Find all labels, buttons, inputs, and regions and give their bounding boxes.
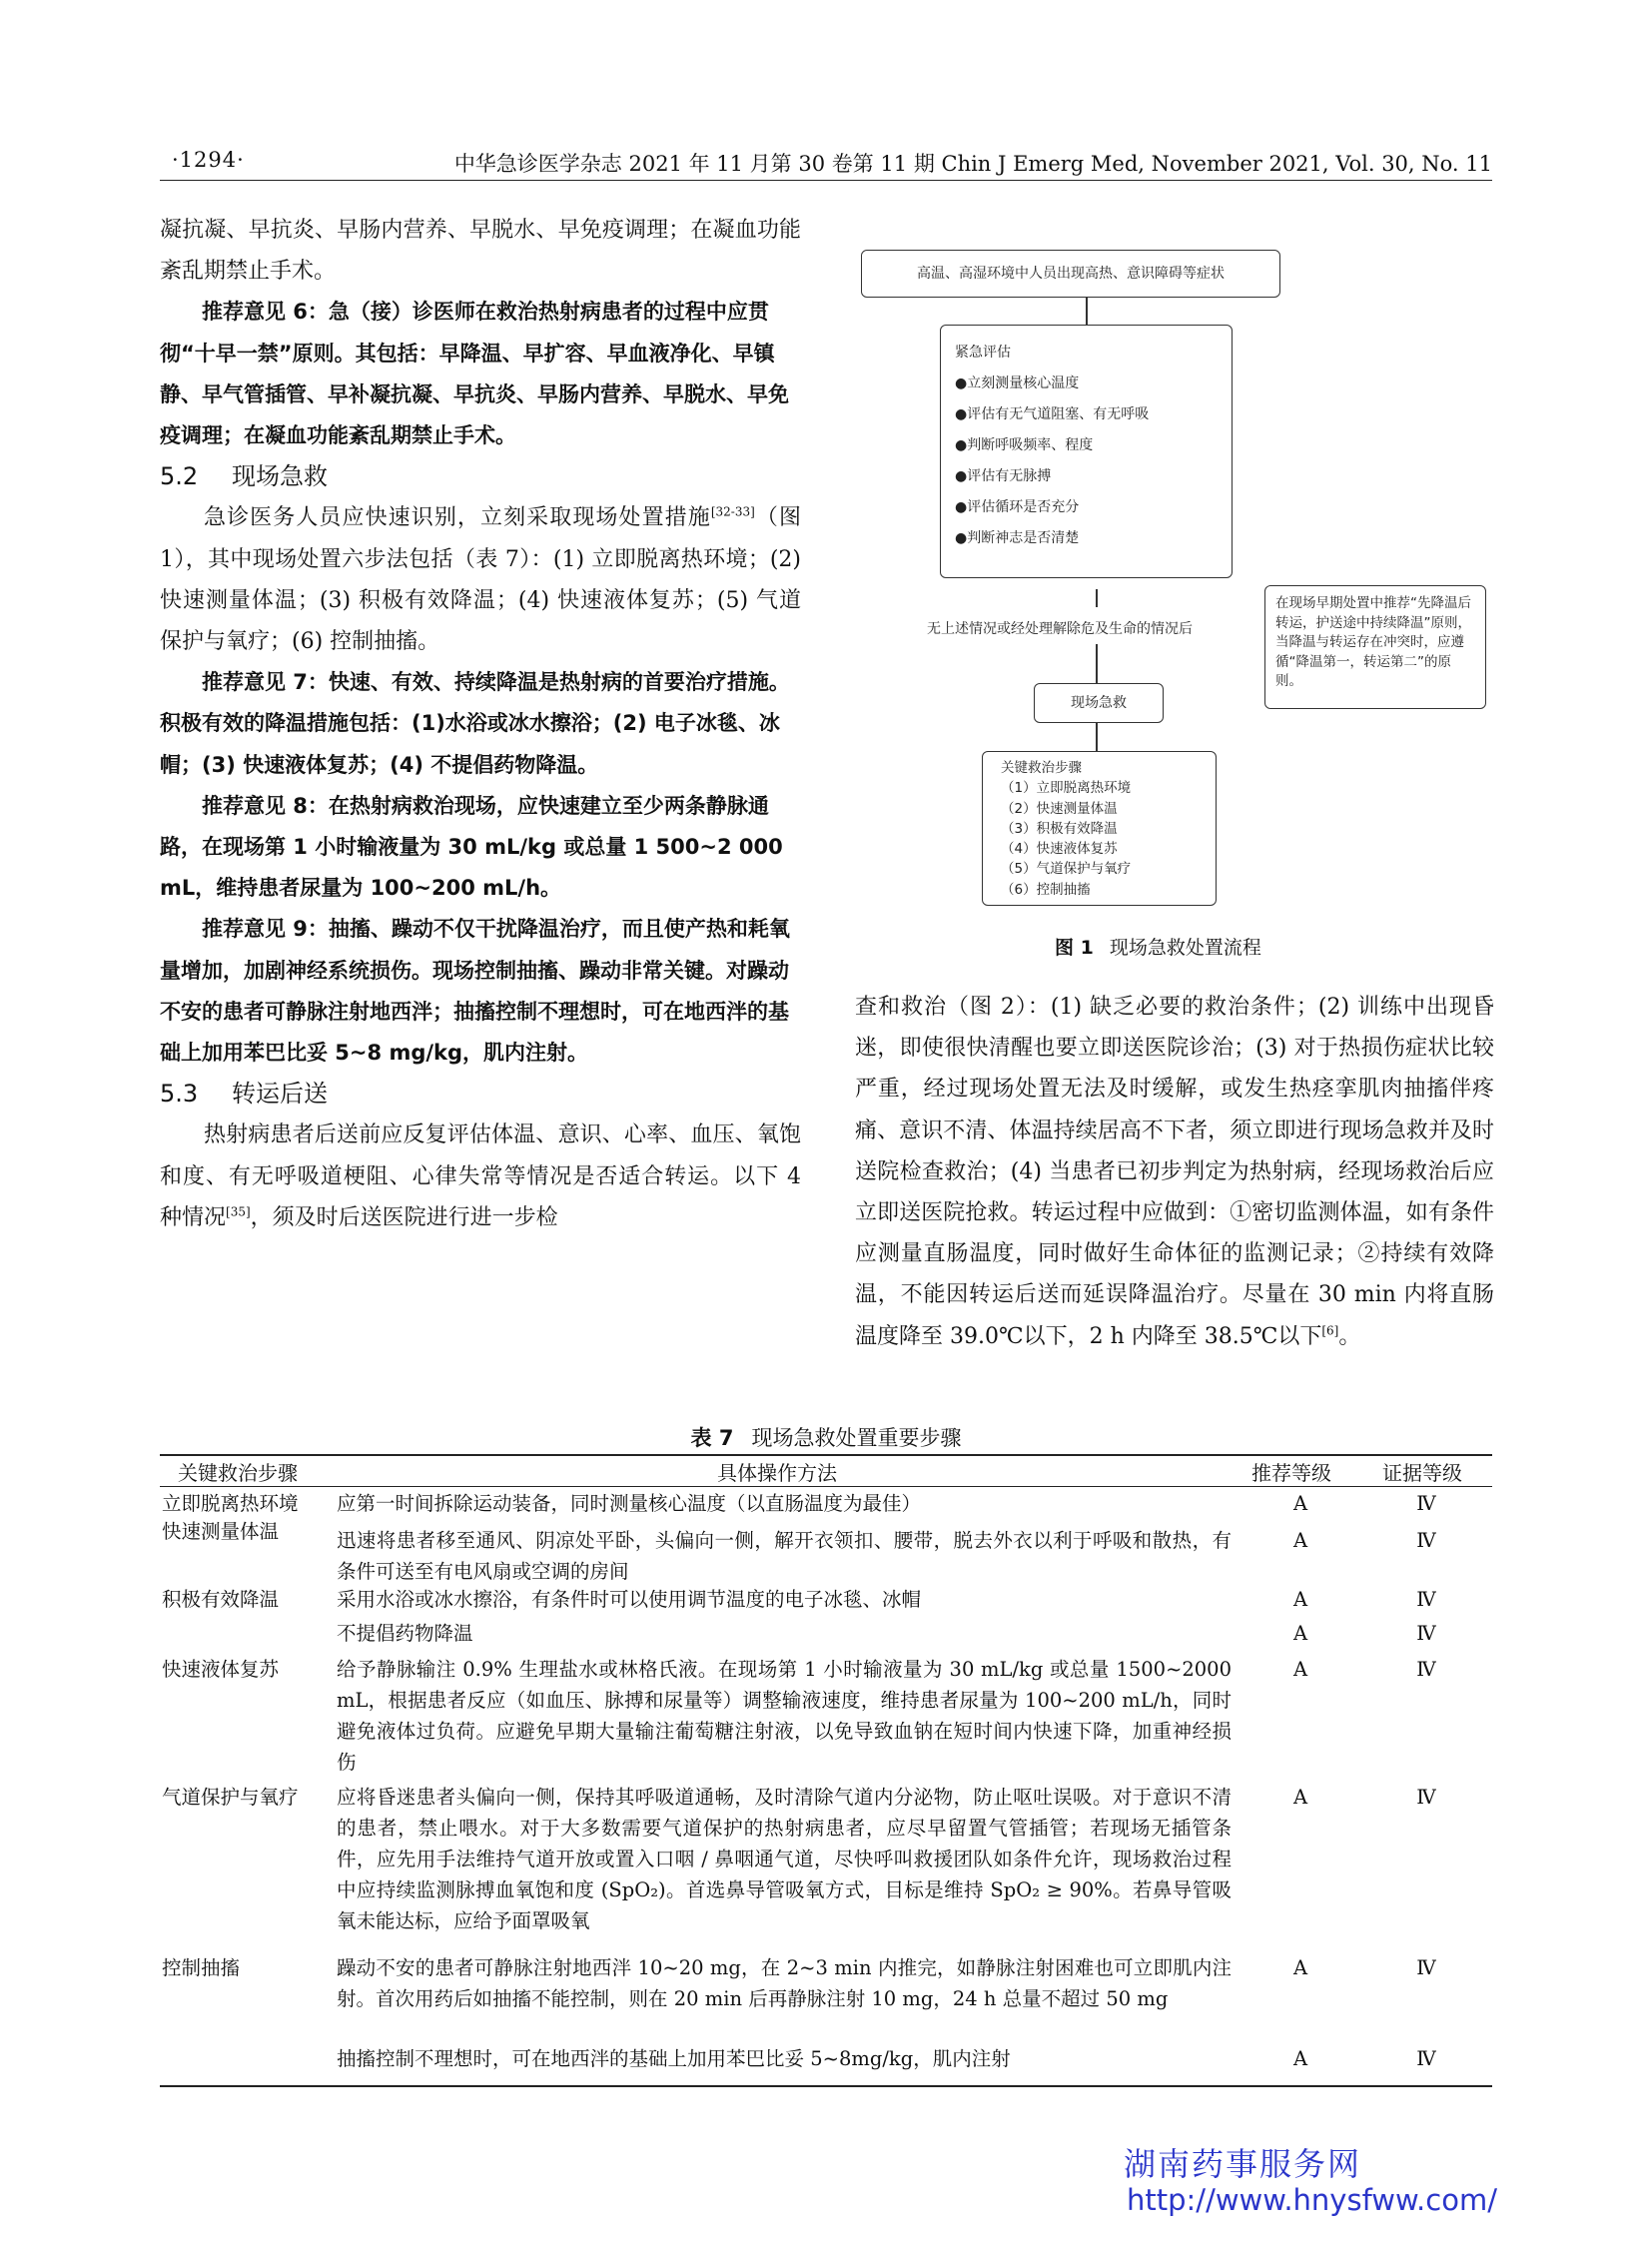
page-number: ·1294· [172,148,245,172]
paragraph-5-2 [160,497,801,662]
figure-title: 现场急救处置流程 [1109,937,1261,959]
assessment-title: 紧急评估 [955,345,1011,361]
table-header-rec: 推荐等级 [1251,1461,1331,1485]
recommendation-6: 推荐意见 6：急（接）诊医师在救治热射病患者的过程中应贯彻“十早一禁”原则。其包括：早降温、早扩容、早血液净化、早镇静、早气管插管、早补凝抗凝、早抗炎、早肠内营养、早脱水、早免疫调理；在凝血功能紊乱期禁止手术。 [160,300,789,448]
assessment-item: ●评估循环是否充分 [955,499,1080,515]
citation: [6] [1321,1323,1339,1338]
table-header-method: 具体操作方法 [717,1461,837,1485]
step-item: （4）快速液体复苏 [1001,841,1118,858]
table-cell-method: 不提倡药物降温 [337,1622,473,1645]
table-cell-evi: Ⅳ [1416,1622,1436,1645]
section-heading-5-2 [160,456,801,497]
table-cell-rec: A [1292,1786,1308,1809]
flowchart-connector [1096,589,1098,607]
text-run: 急诊医务人员应快速识别，立刻采取现场处置措施 [204,505,711,531]
table-bottom-rule [160,2085,1492,2087]
table-header-rule [160,1486,1492,1487]
flowchart-assessment-box [940,325,1233,578]
table-cell-rec: A [1292,1588,1308,1611]
right-column [855,987,1494,1357]
table-cell-rec: A [1292,1492,1308,1515]
table-cell-step: 气道保护与氧疗 [162,1786,299,1809]
section-title: 现场急救 [232,462,328,491]
flowchart-start-box: 高温、高湿环境中人员出现高热、意识障碍等症状 [861,250,1280,298]
table-cell-method: 应第一时间拆除运动装备，同时测量核心温度（以直肠温度为最佳） [337,1492,922,1515]
table-title: 现场急救处置重要步骤 [751,1426,962,1450]
assessment-item: ●立刻测量核心温度 [955,375,1080,391]
table-cell-rec: A [1292,1622,1308,1645]
table-cell-rec: A [1292,2047,1308,2070]
table-cell-evi: Ⅳ [1416,1956,1436,1979]
figure-caption [1055,933,1261,960]
journal-header: 中华急诊医学杂志 2021 年 11 月第 30 卷第 11 期 Chin J Emerg Med, November 2021, Vol. 30, No. 11 [453,152,1492,176]
flowchart-steps-box [982,751,1217,906]
table-cell-method: 躁动不安的患者可静脉注射地西泮 10~20 mg，在 2~3 min 内推完，如静脉注射困难也可立即肌内注射。首次用药后如抽搐不能控制，则在 20 min 后再静脉注射 10 mg，24 h 总量不超过 50 mg [337,1956,1232,2010]
recommendation-7: 推荐意见 7：快速、有效、持续降温是热射病的首要治疗措施。积极有效的降温措施包括：(1)水浴或冰水擦浴；(2) 电子冰毯、冰帽；(3) 快速液体复苏；(4) 不提倡药物降温。 [160,670,790,777]
table-cell-evi: Ⅳ [1416,2047,1436,2070]
table-cell-method: 迅速将患者移至通风、阴凉处平卧，头偏向一侧，解开衣领扣、腰带，脱去外衣以利于呼吸和散热，有条件可送至有电风扇或空调的房间 [337,1529,1232,1583]
paragraph-transfer [855,987,1494,1357]
table-cell-evi: Ⅳ [1416,1529,1436,1552]
section-number: 5.3 [160,1080,199,1109]
table-header-step: 关键救治步骤 [178,1461,298,1485]
assessment-item: ●评估有无脉搏 [955,468,1052,484]
watermark-site-name: 湖南药事服务网 [1124,2145,1362,2183]
table-top-rule [160,1454,1492,1456]
table-cell-method: 给予静脉输注 0.9% 生理盐水或林格氏液。在现场第 1 小时输液量为 30 mL/kg 或总量 1500~2000 mL，根据患者反应（如血压、脉搏和尿量等）调整输液速度，维持患者尿量为 100~200 mL/h，同时避免液体过负荷。应避免早期大量输注葡萄糖注射液，以免导致血钠在短时间内快速下降，加重神经损伤 [337,1658,1232,1774]
table-cell-evi: Ⅳ [1416,1588,1436,1611]
paragraph-5-3 [160,1115,801,1238]
table-label: 表 7 [690,1426,734,1450]
flowchart-condition-label: 无上述情况或经处理解除危及生命的情况后 [927,621,1193,637]
flowchart-connector [1096,723,1098,751]
text-run: 查和救治（图 2）：(1) 缺乏必要的救治条件；(2) 训练中出现昏迷，即使很快清醒也要立即送医院诊治；(3) 对于热损伤症状比较严重，经过现场处置无法及时缓解，或发生热痉挛肌肉抽搐伴疼痛、意识不清、体温持续居高不下者，须立即进行现场急救并及时送院检查救治；(4) 当患者已初步判定为热射病，经现场救治后应立即送医院抢救。转运过程中应做到：①密切监测体温，如有条件应测量直肠温度，同时做好生命体征的监测记录；②持续有效降温，不能因转运后送而延误降温治疗。尽量在 30 min 内将直肠温度降至 39.0℃以下，2 h 内降至 38.5℃以下 [855,995,1494,1349]
flowchart-note-box: 在现场早期处置中推荐“先降温后转运，护送途中持续降温”原则，当降温与转运存在冲突时，应遵循“降温第一，转运第二”的原则。 [1264,585,1486,709]
text-run: ，须及时后送医院进行进一步检 [250,1204,558,1230]
step-item: （2）快速测量体温 [1001,800,1118,817]
section-title: 转运后送 [232,1080,328,1109]
table-cell-rec: A [1292,1658,1308,1681]
steps-title: 关键救治步骤 [1001,760,1082,776]
table-cell-method: 采用水浴或冰水擦浴，有条件时可以使用调节温度的电子冰毯、冰帽 [337,1588,922,1611]
citation: [35] [226,1204,251,1219]
table-header-evi: 证据等级 [1382,1461,1462,1485]
step-item: （5）气道保护与氧疗 [1001,861,1132,878]
recommendation-8: 推荐意见 8：在热射病救治现场，应快速建立至少两条静脉通路，在现场第 1 小时输液量为 30 mL/kg 或总量 1 500~2 000 mL，维持患者尿量为 100~200 mL/h。 [160,793,783,901]
text-run: 热射病患者后送前应反复评估体温、意识、心率、血压、氧饱和度、有无呼吸道梗阻、心律失常等情况是否适合转运。以下 4 种情况 [160,1122,801,1230]
assessment-item: ●判断神志是否清楚 [955,530,1080,546]
watermark-url: http://www.hnysfww.com/ [1127,2183,1497,2217]
section-heading-5-3 [160,1074,801,1115]
table-cell-method: 应将昏迷患者头偏向一侧，保持其呼吸道通畅，及时清除气道内分泌物，防止呕吐误吸。对于意识不清的患者，禁止喂水。对于大多数需要气道保护的热射病患者，应尽早留置气管插管；若现场无插管条件，应先用手法维持气道开放或置入口咽 / 鼻咽通气道，尽快呼叫救援团队如条件允许，现场救治过程中应持续监测脉搏血氧饱和度 (SpO₂)。首选鼻导管吸氧方式，目标是维持 SpO₂ ≥ 90%。若鼻导管吸氧未能达标，应给予面罩吸氧 [337,1786,1232,1932]
table-cell-evi: Ⅳ [1416,1658,1436,1681]
figure-label: 图 1 [1055,937,1094,959]
table-cell-step: 快速液体复苏 [162,1658,280,1681]
table-cell-rec: A [1292,1529,1308,1552]
assessment-item: ●评估有无气道阻塞、有无呼吸 [955,406,1150,422]
step-item: （1）立即脱离热环境 [1001,780,1132,797]
section-number: 5.2 [160,462,199,491]
citation: [32-33] [710,505,755,520]
table-cell-evi: Ⅳ [1416,1492,1436,1515]
step-item: （3）积极有效降温 [1001,820,1118,837]
table-cell-step: 快速测量体温 [162,1520,280,1543]
step-item: （6）控制抽搐 [1001,881,1091,898]
recommendation-9: 推荐意见 9：抽搐、躁动不仅干扰降温治疗，而且使产热和耗氧量增加，加剧神经系统损伤。现场控制抽搐、躁动非常关键。对躁动不安的患者可静脉注射地西泮；抽搐控制不理想时，可在地西泮的基础上加用苯巴比妥 5~8 mg/kg，肌内注射。 [160,917,790,1066]
flowchart-connector [1096,644,1098,683]
table-cell-step: 立即脱离热环境 [162,1492,299,1515]
assessment-item: ●判断呼吸频率、程度 [955,437,1094,453]
table-cell-evi: Ⅳ [1416,1786,1436,1809]
table-caption [0,1422,1652,1452]
table-cell-method: 抽搐控制不理想时，可在地西泮的基础上加用苯巴比妥 5~8mg/kg，肌内注射 [337,2047,1011,2070]
table-cell-step: 控制抽搐 [162,1956,241,1979]
flowchart-connector [1086,298,1088,325]
left-column [160,210,801,1238]
text-run: （图 1），其中现场处置六步法包括（表 7）：(1) 立即脱离热环境；(2) 快速测量体温；(3) 积极有效降温；(4) 快速液体复苏；(5) 气道保护与氧疗；(6) 控制抽搐。 [160,505,801,655]
text-run: 。 [1338,1323,1361,1349]
header-rule [160,180,1492,181]
flowchart-rescue-box: 现场急救 [1034,683,1164,723]
table-cell-rec: A [1292,1956,1308,1979]
table-cell-step: 积极有效降温 [162,1588,280,1611]
paragraph-continued: 凝抗凝、早抗炎、早肠内营养、早脱水、早免疫调理；在凝血功能紊乱期禁止手术。 [160,218,801,285]
